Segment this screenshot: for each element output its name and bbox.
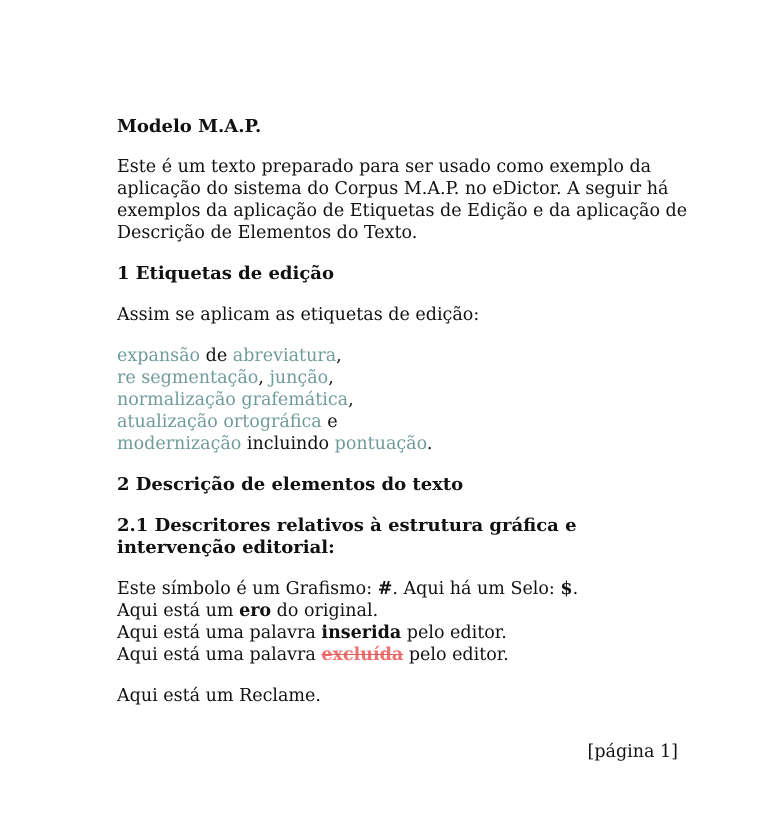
intro-line: Este é um texto preparado para ser usado como exemplo da xyxy=(117,157,652,177)
punct-comma: , xyxy=(348,390,354,410)
intro-line: exemplos da aplicação de Etiquetas de Edição e da aplicação de xyxy=(117,201,688,221)
subheading-line: intervenção editorial: xyxy=(117,537,335,558)
tags-line-1 xyxy=(117,345,683,367)
tag-juncao[interactable]: junção xyxy=(269,368,329,388)
inserida-line xyxy=(117,622,683,644)
document-title: Modelo M.A.P. xyxy=(117,116,262,137)
inserida-word[interactable]: inserida xyxy=(321,623,402,643)
punct-comma: , xyxy=(336,346,342,366)
intro-paragraph xyxy=(117,156,688,244)
tags-line-3 xyxy=(117,389,683,411)
text: do original. xyxy=(271,601,379,621)
text: pelo editor. xyxy=(403,645,509,665)
reclame-line: Aqui está um Reclame. xyxy=(117,686,321,706)
text-e: e xyxy=(321,412,338,432)
tag-normalizacao[interactable]: normalização grafemática xyxy=(117,390,349,410)
tag-atualizacao[interactable]: atualização ortográfica xyxy=(117,412,322,432)
tag-re-segmentacao[interactable]: re segmentação xyxy=(117,368,259,388)
tags-line-4 xyxy=(117,411,683,433)
tags-line-2 xyxy=(117,367,683,389)
lead-line: Assim se aplicam as etiquetas de edição: xyxy=(117,305,480,325)
subheading-line: 2.1 Descritores relativos à estrutura gráfica e xyxy=(117,515,577,536)
descriptors-paragraph xyxy=(117,578,683,666)
text: Este símbolo é um Grafismo: xyxy=(117,579,378,599)
page-number: [página 1] xyxy=(587,742,678,762)
grafismo-symbol[interactable]: # xyxy=(377,579,393,599)
text: Aqui está uma palavra xyxy=(117,623,322,643)
section1-lead xyxy=(117,304,683,326)
ero-line xyxy=(117,600,683,622)
tag-expansao[interactable]: expansão xyxy=(117,346,201,366)
text-de: de xyxy=(200,346,233,366)
text: . xyxy=(572,579,579,599)
intro-line: aplicação do sistema do Corpus M.A.P. no eDictor. A seguir há xyxy=(117,179,669,199)
section-heading-2: 2 Descrição de elementos do texto xyxy=(117,474,464,495)
tag-abreviatura[interactable]: abreviatura xyxy=(232,346,337,366)
subsection-heading-2-1 xyxy=(117,515,683,559)
excluida-word[interactable]: excluída xyxy=(321,645,404,665)
section-heading-1: 1 Etiquetas de edição xyxy=(117,263,334,284)
text-incluindo: incluindo xyxy=(241,434,335,454)
ero-word[interactable]: ero xyxy=(239,601,272,621)
punct-period: . xyxy=(426,434,433,454)
grafismo-line xyxy=(117,578,683,600)
tag-modernizacao[interactable]: modernização xyxy=(117,434,242,454)
tags-line-5 xyxy=(117,433,683,455)
intro-line: Descrição de Elementos do Texto. xyxy=(117,223,418,243)
punct-comma: , xyxy=(328,368,334,388)
text: Aqui está um xyxy=(117,601,240,621)
document-page xyxy=(117,114,688,707)
tag-pontuacao[interactable]: pontuação xyxy=(334,434,427,454)
text: pelo editor. xyxy=(401,623,507,643)
excluida-line xyxy=(117,644,683,666)
text: Aqui está uma palavra xyxy=(117,645,322,665)
punct-comma-space: , xyxy=(258,368,270,388)
selo-symbol[interactable]: $ xyxy=(560,579,573,599)
tags-list xyxy=(117,345,683,455)
text: . Aqui há um Selo: xyxy=(392,579,561,599)
